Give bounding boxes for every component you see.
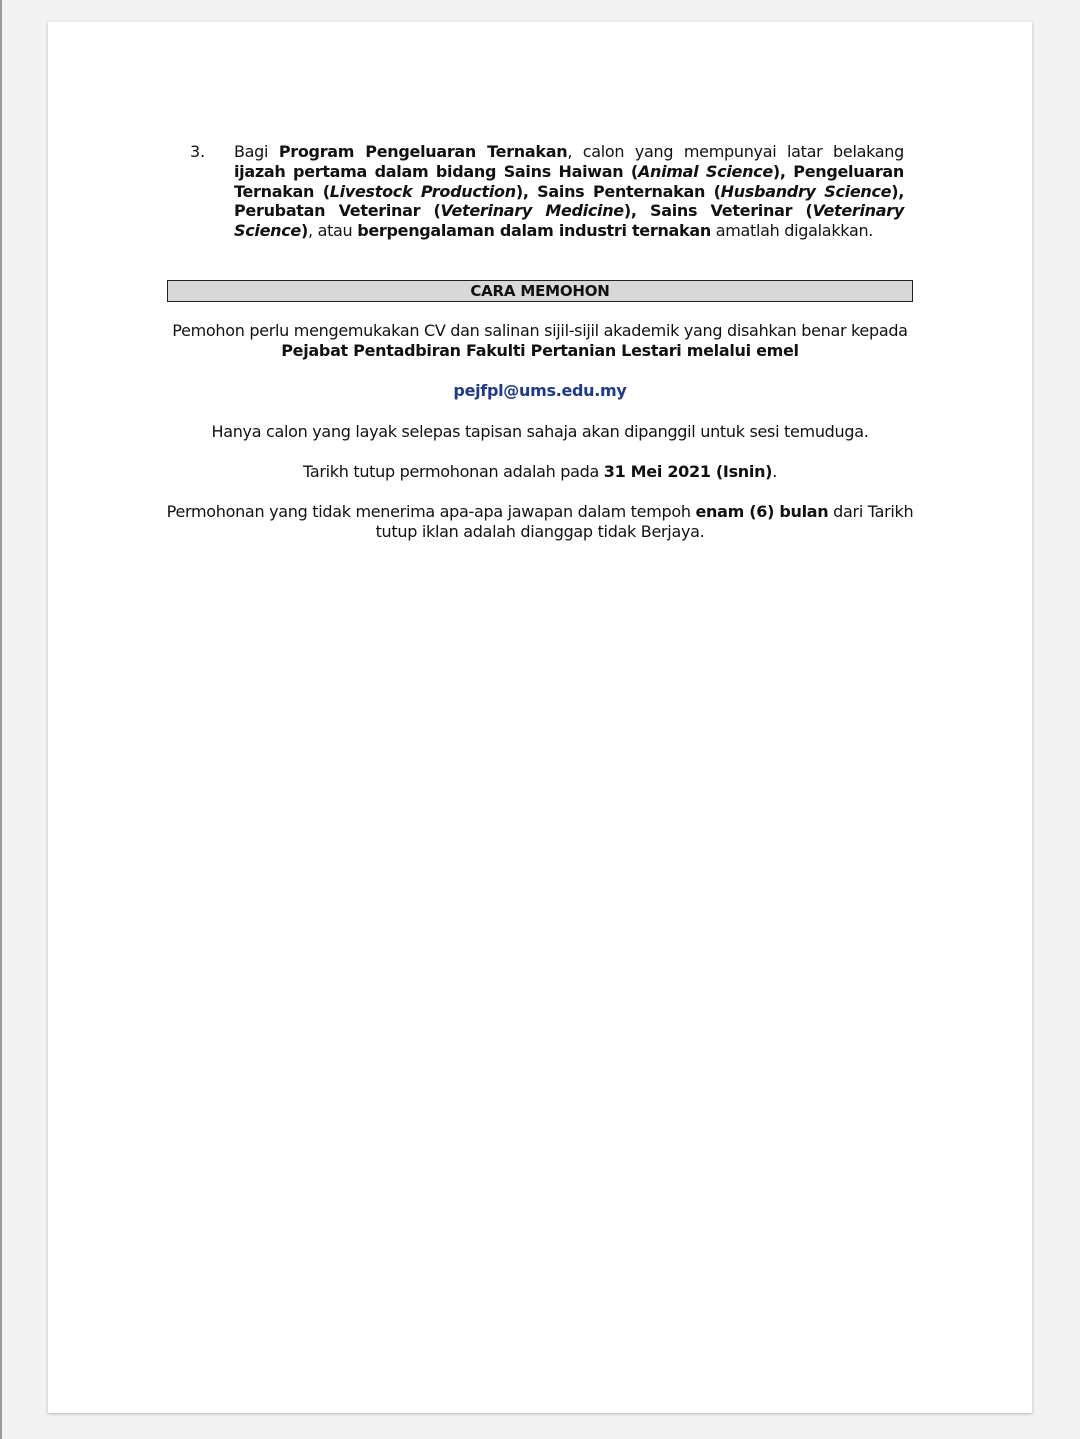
item-3-segment: ), Sains Veterinar ( (623, 201, 813, 221)
item-3-segment: Veterinary Science (234, 201, 904, 241)
application-email-link[interactable]: pejfpl@ums.edu.my (453, 381, 627, 400)
response-notice-line-1 (148, 502, 932, 522)
item-3-segment: Husbandry Science (720, 181, 892, 201)
apply-instruction-line-2: Pejabat Pentadbiran Fakulti Pertanian Lestari melalui emel (281, 341, 799, 360)
response-notice-line-2: tutup iklan adalah dianggap tidak Berjaya. (375, 522, 705, 541)
item-3-segment: berpengalaman dalam industri ternakan (357, 221, 711, 241)
item-3-paragraph (234, 142, 904, 241)
response-period: enam (6) bulan (695, 502, 829, 521)
section-header-cara-memohon: CARA MEMOHON (167, 280, 913, 302)
closing-date-prefix: Tarikh tutup permohonan adalah pada (303, 462, 604, 481)
item-3-segment: Animal Science (637, 161, 773, 181)
item-3-segment: Veterinary Medicine (440, 201, 624, 221)
viewer-left-border (0, 0, 2, 1439)
response-prefix: Permohonan yang tidak menerima apa-apa jawapan dalam tempoh (166, 502, 696, 521)
item-3-segment: , calon yang mempunyai latar belakang (567, 142, 904, 161)
email-line (148, 381, 932, 401)
shortlist-notice: Hanya calon yang layak selepas tapisan sahaja akan dipanggil untuk sesi temuduga. (211, 422, 869, 441)
item-3-segment: ) (300, 221, 308, 241)
item-3-segment: , atau (308, 221, 358, 241)
closing-date-notice (148, 462, 932, 482)
item-3-segment: Program Pengeluaran Ternakan (278, 142, 568, 161)
item-3-segment: ijazah pertama dalam bidang Sains Haiwan ( (234, 161, 638, 181)
item-3-segment: Livestock Production (329, 181, 516, 201)
document-page (48, 22, 1032, 1413)
closing-date: 31 Mei 2021 (Isnin) (603, 462, 773, 481)
item-3-segment: ), Sains Penternakan ( (515, 181, 721, 201)
item-3-segment: ), Pengeluaran Ternakan ( (234, 161, 904, 201)
item-3-segment: Bagi (234, 142, 279, 161)
response-suffix: dari Tarikh (828, 502, 914, 521)
item-3-segment: amatlah digalakkan. (710, 221, 874, 241)
closing-date-suffix: . (772, 462, 777, 481)
item-number: 3. (190, 142, 206, 161)
item-3-segment: ), Perubatan Veterinar ( (234, 181, 904, 221)
apply-instruction-line-1: Pemohon perlu mengemukakan CV dan salinan sijil-sijil akademik yang disahkan benar kepada (172, 321, 908, 340)
